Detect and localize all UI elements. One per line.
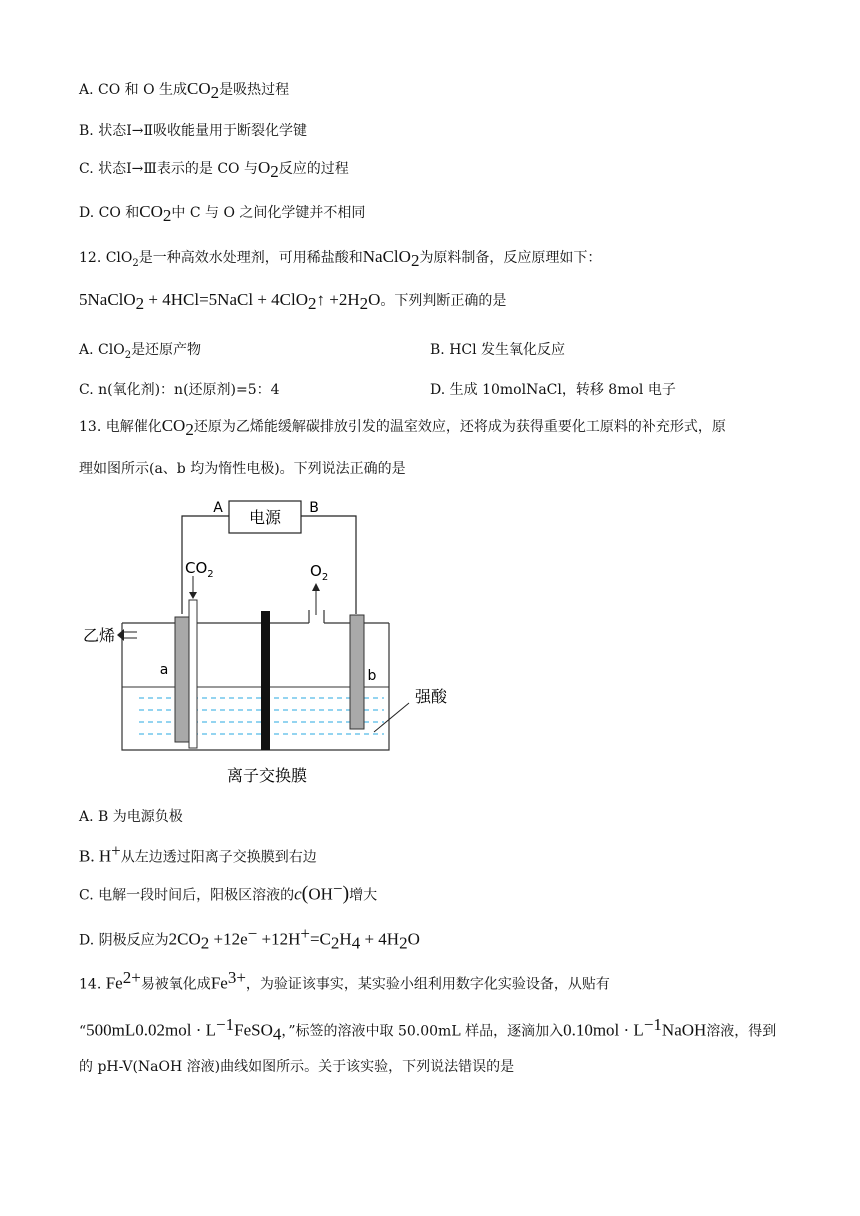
superscript: 2+ — [122, 968, 141, 987]
ethylene-label: 乙烯 — [83, 626, 116, 645]
q11-c-text: C. 状态Ⅰ→Ⅲ表示的是 CO 与 — [79, 161, 258, 177]
q13-stem-line2: 理如图所示(a、b 均为惰性电极)。下列说法正确的是 — [79, 461, 406, 477]
q12-a-text: A. ClO — [79, 342, 125, 358]
concentration: 0.10mol · L — [563, 1020, 644, 1040]
q14-number: 14. — [79, 976, 106, 993]
q11-option-c — [79, 158, 349, 182]
q11-d-text-end: 中 C 与 O 之间化学键并不相同 — [171, 205, 366, 221]
fe-ion: Fe — [105, 973, 123, 993]
co2-label: $CO_2$ — [185, 559, 214, 580]
subscript: 2 — [359, 293, 369, 313]
subscript: 2 — [270, 161, 279, 181]
concentration: 500mL0.02mol · L — [86, 1020, 217, 1040]
subscript: 2 — [162, 205, 172, 225]
superscript: − — [332, 879, 343, 898]
subscript: 2 — [200, 933, 210, 953]
q13-b-text: 从左边透过阳离子交换膜到右边 — [120, 849, 317, 866]
ethylene-arrow-head — [117, 629, 124, 641]
q14-stem-text-end: 溶液，得到 — [706, 1023, 777, 1040]
q14-stem-line3: 的 pH-V(NaOH 溶液)曲线如图所示。关于该实验，下列说法错误的是 — [79, 1059, 515, 1075]
eq-part: =C — [309, 929, 331, 949]
superscript: − — [247, 924, 258, 943]
co2-arrow-head — [189, 592, 197, 599]
eq-part: O — [368, 290, 381, 309]
subscript: 2 — [124, 349, 132, 361]
q12-a-text-end: 是还原产物 — [131, 342, 202, 358]
superscript: −1 — [643, 1015, 662, 1034]
q12-number: 12. ClO — [79, 250, 133, 266]
eq-part: H — [339, 929, 352, 949]
q13-option-d — [79, 924, 420, 953]
naclo2-formula: NaClO — [362, 247, 411, 266]
eq-part: 5NaClO — [79, 290, 136, 309]
q13-stem-line1 — [79, 416, 726, 440]
q11-option-b: B. 状态Ⅰ→Ⅱ吸收能量用于断裂化学键 — [79, 123, 307, 139]
naoh-formula: NaOH — [661, 1020, 707, 1040]
superscript: + — [300, 924, 310, 943]
q12-equation — [79, 290, 506, 314]
q13-stem-text: 13. 电解催化 — [79, 419, 162, 435]
q11-c-text-end: 反应的过程 — [278, 161, 349, 177]
eq-part: +2H — [325, 290, 360, 309]
gas-arrow: ↑ — [316, 290, 325, 309]
subscript: 4 — [272, 1024, 282, 1044]
q12-option-d: D. 生成 10molNaCl，转移 8mol 电子 — [430, 382, 676, 398]
q14-stem-line1 — [79, 968, 610, 994]
electrode-a-label: a — [159, 662, 169, 678]
o2-label: $O_2$ — [310, 562, 329, 583]
h-ion: B. H — [79, 846, 112, 866]
q14-stem-text-end: ，为验证该事实，某实验小组利用数字化实验设备，从贴有 — [245, 976, 610, 993]
q13-c-text: C. 电解一段时间后，阳极区溶液的 — [79, 887, 295, 904]
q11-a-text: A. CO 和 O 生成 — [79, 82, 188, 98]
terminal-a-label: A — [213, 500, 223, 516]
ion-exchange-membrane — [261, 611, 270, 750]
electrode-b-label: b — [367, 668, 377, 684]
q12-option-b: B. HCl 发生氧化反应 — [430, 342, 566, 358]
electrode-a — [175, 617, 189, 742]
q12-option-c: C. n(氧化剂)：n(还原剂)=5：4 — [79, 382, 280, 398]
co2-inlet-tube — [189, 600, 197, 748]
superscript: 3+ — [227, 968, 246, 987]
o2-formula: O — [257, 158, 271, 177]
superscript: + — [111, 841, 121, 860]
q14-stem-line2 — [79, 1015, 776, 1044]
concentration-symbol: c — [294, 884, 302, 904]
power-source-label: 电源 — [248, 508, 282, 527]
q12-stem-text-end: 为原料制备，反应原理如下： — [419, 250, 602, 266]
q11-option-d — [79, 202, 365, 226]
eq-part: O — [407, 929, 420, 949]
fe-ion: Fe — [210, 973, 228, 993]
electrode-b — [350, 615, 364, 729]
subscript: 2 — [185, 419, 194, 439]
superscript: −1 — [216, 1015, 235, 1034]
q13-option-b — [79, 841, 317, 867]
q14-stem-text: 易被氧化成 — [140, 976, 211, 993]
q13-d-text: D. 阴极反应为 — [79, 932, 169, 949]
eq-part: +12e — [209, 929, 248, 949]
co2-formula: CO — [139, 202, 163, 221]
q13-stem-text-end: 还原为乙烯能缓解碳排放引发的温室效应，还将成为获得重要化工原料的补充形式，原 — [193, 419, 726, 435]
hydroxide-ion: OH — [308, 884, 333, 904]
subscript: 2 — [132, 257, 139, 269]
open-quote: “ — [79, 1023, 87, 1040]
eq-tail: 。下列判断正确的是 — [380, 293, 507, 309]
o2-arrow-head — [312, 583, 320, 591]
subscript: 2 — [308, 293, 317, 313]
subscript: 2 — [135, 293, 145, 313]
eq-part: + 4H — [360, 929, 400, 949]
q11-d-text: D. CO 和 — [79, 205, 140, 221]
strong-acid-label: 强酸 — [415, 687, 448, 706]
q12-option-a — [79, 339, 201, 361]
feso4-formula: FeSO — [234, 1020, 273, 1040]
subscript: 4 — [351, 933, 361, 953]
q14-stem-text: ，”标签的溶液中取 50.00mL 样品，逐滴加入 — [281, 1023, 564, 1040]
eq-part: + 4HCl=5NaCl + 4ClO — [144, 290, 308, 309]
co2-formula: CO — [161, 416, 186, 435]
q11-a-text-end: 是吸热过程 — [219, 82, 290, 98]
q12-stem-text: 是一种高效水处理剂，可用稀盐酸和 — [138, 250, 363, 266]
q12-stem — [79, 247, 601, 271]
co2-formula: CO — [187, 79, 211, 98]
eq-part: 2CO — [168, 929, 201, 949]
q13-option-a: A. B 为电源负极 — [79, 809, 183, 825]
subscript: 2 — [330, 933, 340, 953]
subscript: 2 — [210, 82, 220, 102]
eq-part: +12H — [257, 929, 301, 949]
terminal-b-label: B — [309, 500, 319, 516]
subscript: 2 — [399, 933, 408, 953]
q13-c-text-end: 增大 — [349, 887, 378, 904]
acid-leader-line — [374, 703, 409, 732]
q13-option-c: C. 电解一段时间后，阳极区溶液的c(OH−)增大 — [79, 879, 378, 905]
electrolysis-diagram — [79, 488, 479, 798]
q11-option-a — [79, 79, 289, 103]
subscript: 2 — [410, 250, 420, 270]
membrane-label: 离子交换膜 — [226, 766, 308, 785]
